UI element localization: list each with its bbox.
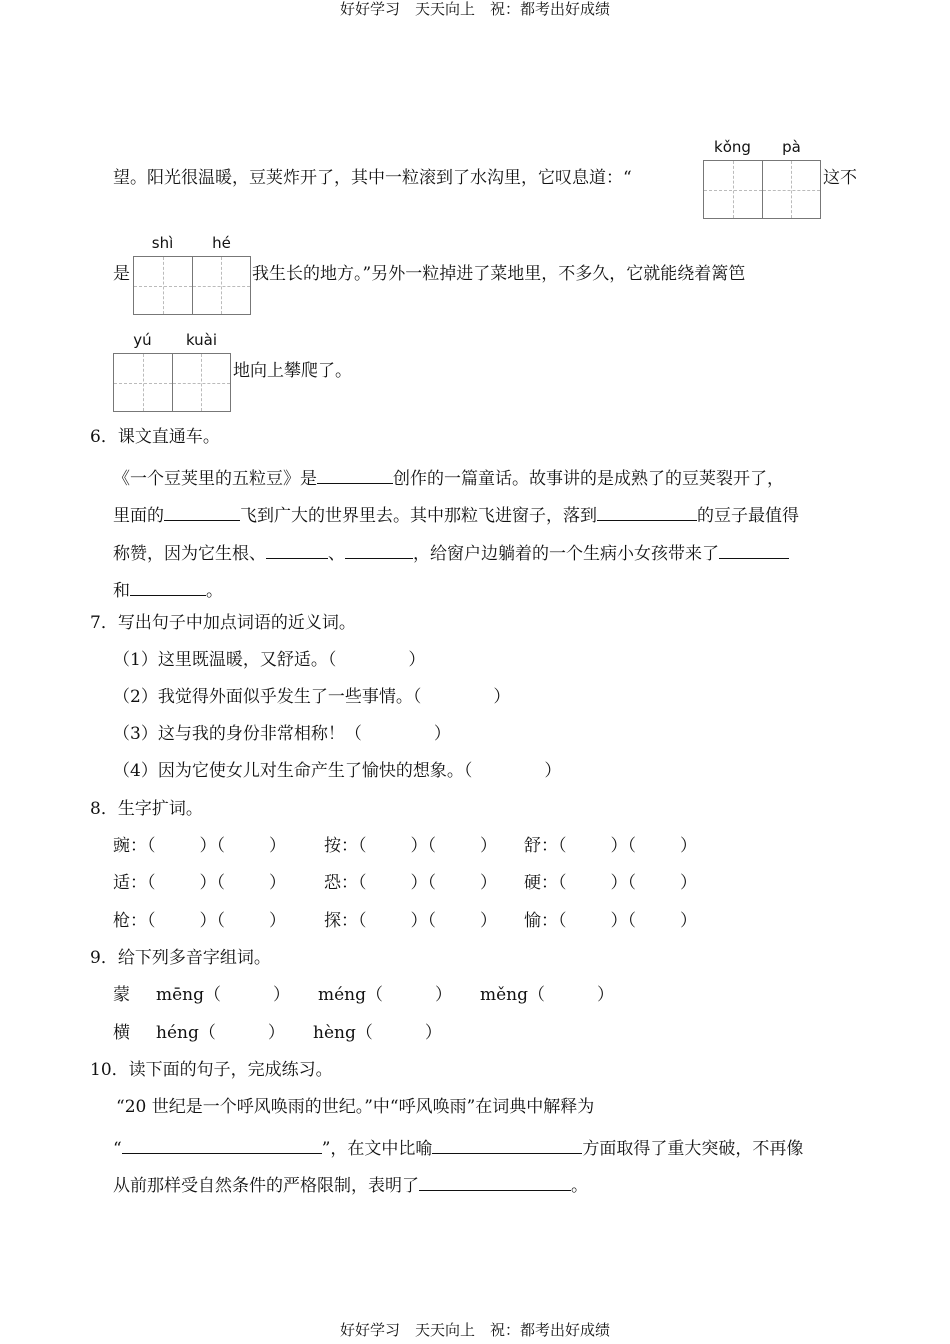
q7-title: 7．写出句子中加点词语的近义词。	[90, 613, 356, 633]
q7-item-3: （3）这与我的身份非常相称！（ ）	[113, 724, 451, 744]
q6-blank-place[interactable]	[597, 503, 697, 521]
q6-line3: 称赞，因为它生根、 、 ，给窗户边躺着的一个生病小女孩带来了	[113, 541, 789, 563]
passage-line1-text: 望。阳光很温暖，豆荚炸开了，其中一粒滚到了水沟里，它叹息道：“	[113, 168, 632, 188]
q8-entry: 愉：（ ）（ ）	[524, 911, 697, 931]
q6-title: 6．课文直通车。	[90, 427, 220, 447]
q7-item-4: （4）因为它使女儿对生命产生了愉快的想象。（ ）	[113, 761, 562, 781]
passage-line2-start: 是	[113, 264, 130, 284]
q8-entry: 舒：（ ）（ ）	[524, 836, 697, 856]
q6-blank-grow1[interactable]	[266, 541, 328, 559]
q9-entry: héng（ ）	[156, 1023, 285, 1043]
page-header: 好好学习 天天向上 祝：都考出好成绩	[339, 0, 610, 18]
q6-blank-author[interactable]	[317, 466, 393, 484]
tianzige-box-yukuai[interactable]	[113, 353, 231, 412]
pinyin-kuai: kuài	[185, 331, 218, 349]
pinyin-he: hé	[212, 234, 231, 252]
q6-line4: 和 。	[113, 578, 223, 600]
q9-char-heng: 横	[113, 1023, 130, 1043]
q8-entry: 豌：（ ）（ ）	[113, 836, 286, 856]
q8-entry: 硬：（ ）（ ）	[524, 873, 697, 893]
q6-blank-and[interactable]	[130, 578, 206, 596]
pinyin-pa: pà	[782, 138, 801, 156]
q6-line1: 《一个豆荚里的五粒豆》是 创作的一篇童话。故事讲的是成熟了的豆荚裂开了，	[113, 466, 784, 488]
pinyin-yu: yú	[133, 331, 152, 349]
pinyin-shi: shì	[151, 234, 174, 252]
q9-entry: hèng（ ）	[313, 1023, 442, 1043]
q6-blank-peas[interactable]	[164, 503, 240, 521]
q8-entry: 恐：（ ）（ ）	[324, 873, 497, 893]
q10-blank-metaphor[interactable]	[432, 1136, 582, 1154]
passage-line3-text: 地向上攀爬了。	[233, 361, 352, 381]
q9-entry: mēng（ ）	[156, 985, 291, 1005]
q6-blank-brought[interactable]	[719, 541, 789, 559]
q7-item-1: （1）这里既温暖，又舒适。（ ）	[113, 650, 426, 670]
q9-entry: méng（ ）	[318, 985, 453, 1005]
passage-line1-end: 这不	[823, 168, 857, 188]
tianzige-box-kongpa[interactable]	[703, 160, 821, 219]
q9-char-meng: 蒙	[113, 985, 130, 1005]
q10-line3: 从前那样受自然条件的严格限制，表明了 。	[113, 1173, 588, 1195]
page-footer: 好好学习 天天向上 祝：都考出好成绩	[339, 1321, 610, 1339]
q10-blank-definition[interactable]	[122, 1136, 322, 1154]
pinyin-kong: kǒng	[714, 138, 751, 156]
q7-item-2: （2）我觉得外面似乎发生了一些事情。（ ）	[113, 687, 511, 707]
q8-entry: 按：（ ）（ ）	[324, 836, 497, 856]
q10-blank-shows[interactable]	[419, 1173, 571, 1191]
q8-title: 8．生字扩词。	[90, 799, 203, 819]
tianzige-box-shihe[interactable]	[133, 256, 251, 315]
q9-title: 9．给下列多音字组词。	[90, 948, 271, 968]
passage-line2-text: 我生长的地方。”另外一粒掉进了菜地里，不多久，它就能绕着篱笆	[252, 264, 746, 284]
q10-title: 10．读下面的句子，完成练习。	[90, 1060, 333, 1080]
q10-line1: “20 世纪是一个呼风唤雨的世纪。”中“呼风唤雨”在词典中解释为	[116, 1097, 595, 1117]
q10-line2: “ ”，在文中比喻 方面取得了重大突破，不再像	[113, 1136, 803, 1158]
q8-entry: 探：（ ）（ ）	[324, 911, 497, 931]
q8-entry: 枪：（ ）（ ）	[113, 911, 286, 931]
q8-entry: 适：（ ）（ ）	[113, 873, 286, 893]
q6-blank-grow2[interactable]	[345, 541, 413, 559]
q6-line2: 里面的 飞到广大的世界里去。其中那粒飞进窗子，落到 的豆子最值得	[113, 503, 799, 525]
q9-entry: měng（ ）	[480, 985, 615, 1005]
